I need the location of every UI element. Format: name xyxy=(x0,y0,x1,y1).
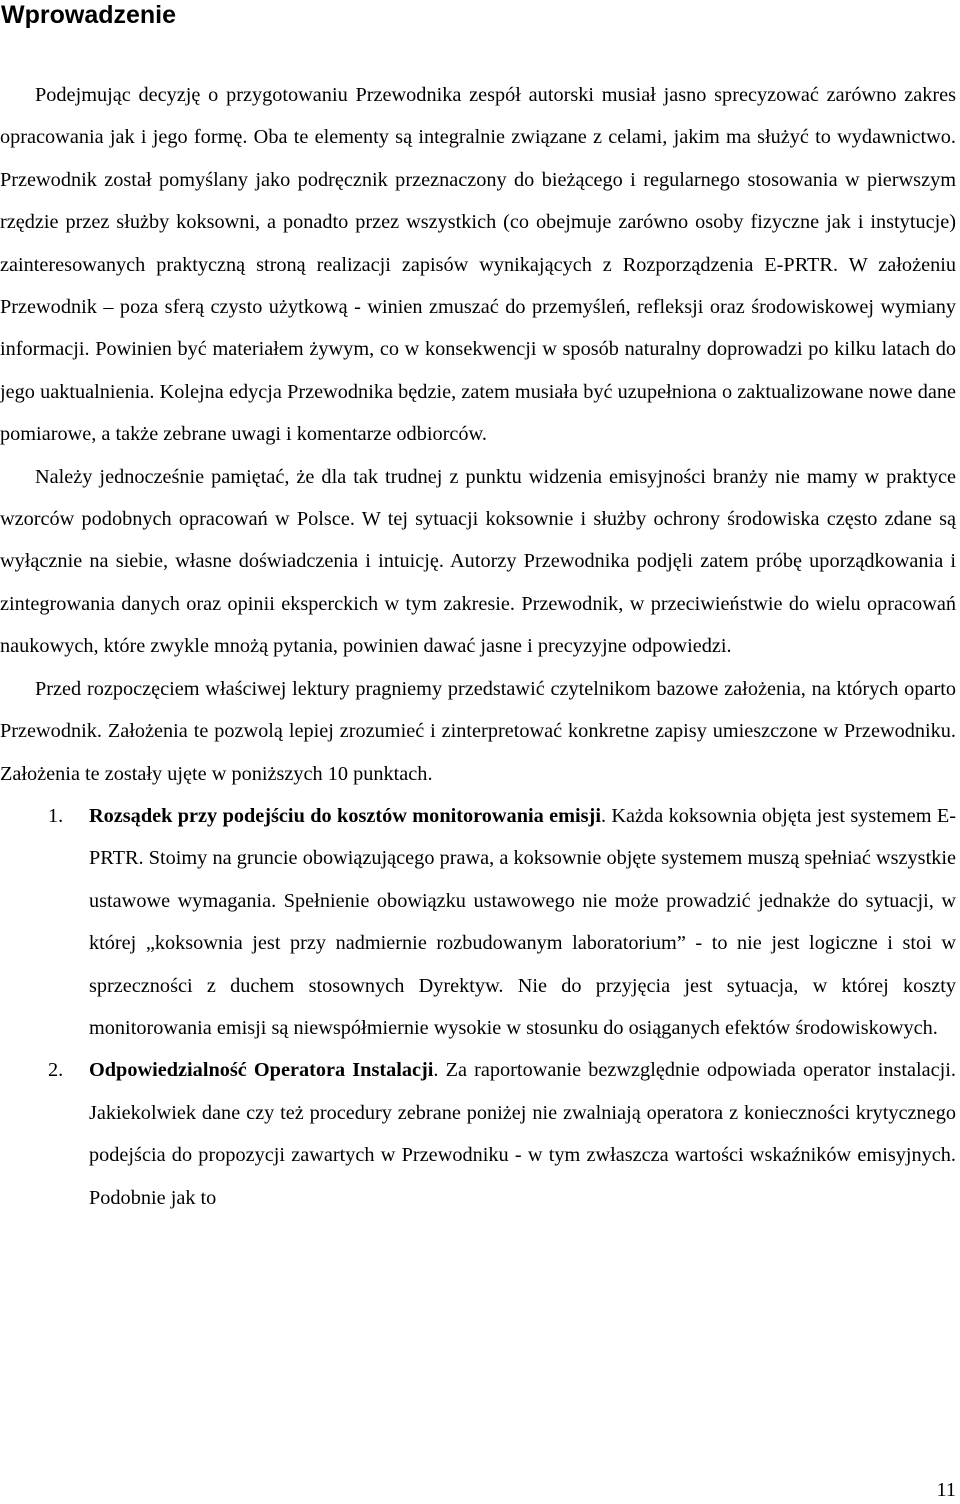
page-heading: Wprowadzenie xyxy=(1,1,177,29)
page-number: 11 xyxy=(936,1479,956,1501)
paragraph-assumptions: Przed rozpoczęciem właściwej lektury pragniemy przedstawić czytelnikom bazowe założenia, na których oparto Przewodnik. Założenia te pozwolą lepiej zrozumieć i zinterpretować konkretne zapisy umieszczone w Przewodniku. Założenia te zostały ujęte w poniższych 10 punktach. xyxy=(0,677,956,785)
list-item-text: . Za raportowanie bezwzględnie odpowiada operator instalacji. Jakiekolwiek dane czy też procedury zebrane poniżej nie zwalniają operatora z konieczności krytycznego podejścia do propozycji zawartych w Przewodniku - w tym zwłaszcza wartości wskaźników emisyjnych. Podobnie jak to xyxy=(89,1059,957,1209)
document-body xyxy=(0,74,956,1219)
list-item xyxy=(0,795,956,1049)
list-item-number: 2. xyxy=(48,1059,64,1082)
list-item-title: Rozsądek przy podejściu do kosztów monitorowania emisji xyxy=(89,804,601,827)
paragraph-context: Należy jednocześnie pamiętać, że dla tak trudnej z punktu widzenia emisyjności branży nie mamy w praktyce wzorców podobnych opracowań w Polsce. W tej sytuacji koksownie i służby ochrony środowiska często zdane są wyłącznie na siebie, własne doświadczenia i intuicję. Autorzy Przewodnika podjęli zatem próbę uporządkowania i zintegrowania danych oraz opinii eksperckich w tym zakresie. Przewodnik, w przeciwieństwie do wielu opracowań naukowych, które zwykle mnożą pytania, powinien dawać jasne i precyzyjne odpowiedzi. xyxy=(0,465,956,658)
list-item-text: . Każda koksownia objęta jest systemem E-PRTR. Stoimy na gruncie obowiązującego prawa, a koksownie objęte systemem muszą spełniać wszystkie ustawowe wymagania. Spełnienie obowiązku ustawowego nie może prowadzić jednakże do sytuacji, w której „koksownia jest przy nadmiernie rozbudowanym laboratorium” - to nie jest logiczne i stoi w sprzeczności z duchem stosownych Dyrektyw. Nie do przyjęcia jest sytuacja, w której koszty monitorowania emisji są niewspółmiernie wysokie w stosunku do osiąganych efektów środowiskowych. xyxy=(89,804,956,1039)
list-item xyxy=(0,1049,956,1219)
list-item-number: 1. xyxy=(48,804,64,827)
paragraph-intro: Podejmując decyzję o przygotowaniu Przewodnika zespół autorski musiał jasno sprecyzować zarówno zakres opracowania jak i jego formę. Oba te elementy są integralnie związane z celami, jakim ma służyć to wydawnictwo. Przewodnik został pomyślany jako podręcznik przeznaczony do bieżącego i regularnego stosowania w pierwszym rzędzie przez służby koksowni, a ponadto przez wszystkich (co obejmuje zarówno osoby fizyczne jak i instytucje) zainteresowanych praktyczną stroną realizacji zapisów wynikających z Rozporządzenia E-PRTR. W założeniu Przewodnik – poza sferą czysto użytkową - winien zmuszać do przemyśleń, refleksji oraz środowiskowej wymiany informacji. Powinien być materiałem żywym, co w konsekwencji w sposób naturalny doprowadzi po kilku latach do jego uaktualnienia. Kolejna edycja Przewodnika będzie, zatem musiała być uzupełniona o zaktualizowane nowe dane pomiarowe, a także zebrane uwagi i komentarze odbiorców. xyxy=(0,84,956,446)
assumptions-list xyxy=(0,795,956,1219)
list-item-title: Odpowiedzialność Operatora Instalacji xyxy=(89,1059,434,1082)
